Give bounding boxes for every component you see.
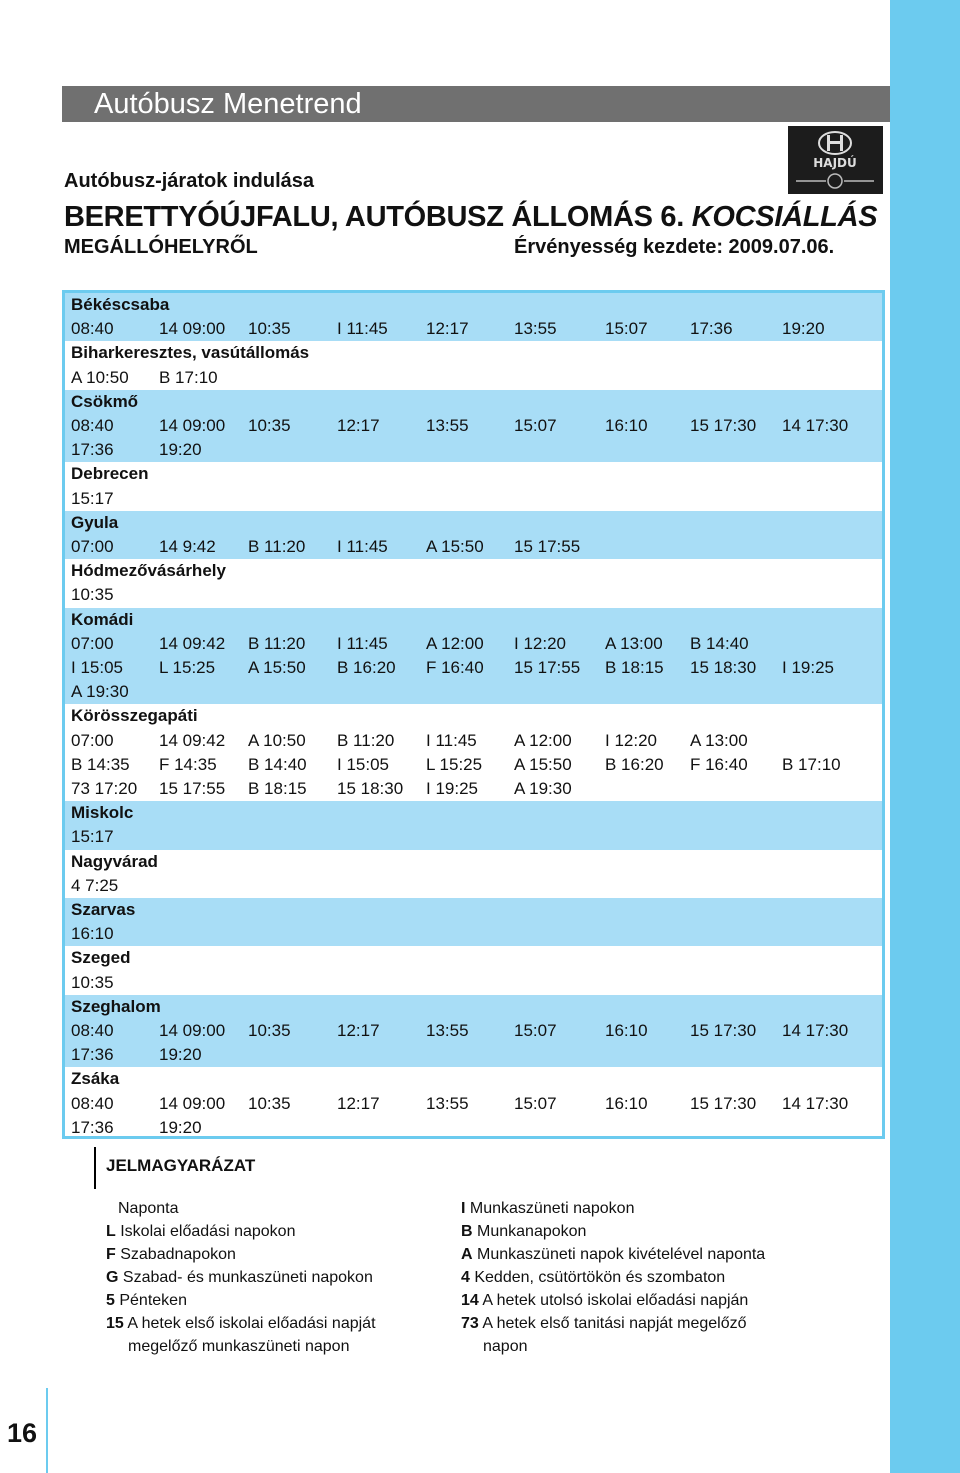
departure-time: 07:00 — [71, 730, 114, 750]
legend-text: A hetek utolsó iskolai előadási napján — [482, 1292, 749, 1309]
departure-time: 12:17 — [337, 1093, 380, 1113]
departure-time: 19:20 — [159, 1117, 202, 1137]
departure-row — [65, 1019, 882, 1043]
legend-code: G — [106, 1269, 119, 1286]
departure-row — [65, 535, 882, 559]
departure-time: I 15:05 — [337, 754, 389, 774]
legend-code: 5 — [106, 1292, 115, 1309]
legend-title: JELMAGYARÁZAT — [106, 1156, 256, 1175]
departure-time: 16:10 — [71, 924, 114, 944]
departure-time: 15 17:55 — [159, 779, 226, 798]
legend-code: 14 — [461, 1292, 479, 1309]
destination-row — [65, 390, 882, 414]
departure-time: I 12:20 — [514, 633, 566, 653]
destination-row — [65, 608, 882, 632]
departure-time: 07:00 — [71, 537, 114, 556]
departure-time: 08:40 — [71, 1093, 114, 1113]
departure-row — [65, 656, 882, 680]
departure-time: 14 09:42 — [159, 730, 226, 750]
departure-time: B 14:35 — [71, 754, 130, 774]
destination-name: Csökmő — [71, 391, 139, 411]
destination-row — [65, 850, 882, 874]
departure-time: 15:07 — [605, 319, 648, 339]
departure-time: 15 17:55 — [514, 537, 581, 556]
destination-row — [65, 995, 882, 1019]
departure-time: I 19:25 — [426, 779, 478, 798]
destination-name: Zsáka — [71, 1069, 120, 1089]
departure-time: 16:10 — [605, 416, 648, 435]
departure-time: I 11:45 — [337, 537, 388, 556]
destination-row — [65, 898, 882, 922]
legend-item — [483, 1337, 528, 1356]
departure-time: A 10:50 — [248, 730, 306, 750]
departure-time: I 11:45 — [426, 730, 477, 750]
departure-row — [65, 922, 882, 946]
departure-time: 14 09:00 — [159, 1093, 226, 1113]
legend-divider — [94, 1147, 96, 1189]
legend-text: A hetek első iskolai előadási napját — [127, 1315, 376, 1332]
departure-time: 13:55 — [426, 1093, 469, 1113]
legend-text: Pénteken — [119, 1292, 187, 1309]
departure-time: 08:40 — [71, 1021, 114, 1040]
legend-item — [128, 1337, 349, 1356]
legend-code: 15 — [106, 1315, 124, 1332]
departure-time: 16:10 — [605, 1093, 648, 1113]
departure-time: 10:35 — [248, 319, 291, 339]
departure-row — [65, 1043, 882, 1067]
destination-row — [65, 462, 882, 486]
departure-time: 14 09:00 — [159, 1021, 226, 1040]
departure-time: B 14:40 — [248, 754, 307, 774]
legend-item — [461, 1268, 725, 1287]
departure-time: A 15:50 — [426, 537, 484, 556]
departure-time: F 16:40 — [690, 754, 748, 774]
departures-subtitle: Autóbusz-járatok indulása — [64, 170, 315, 192]
legend-text: A hetek első tanitási napját megelőző — [482, 1315, 747, 1332]
legend-item — [461, 1291, 748, 1310]
departure-time: B 18:15 — [605, 658, 664, 677]
destination-row — [65, 341, 882, 365]
legend-code: 4 — [461, 1269, 470, 1286]
destination-name: Szeged — [71, 948, 131, 968]
departure-time: B 17:10 — [159, 367, 218, 387]
destination-name: Hódmezővásárhely — [71, 561, 226, 581]
departure-time: I 19:25 — [782, 658, 834, 677]
departure-time: B 11:20 — [248, 537, 306, 556]
departure-row — [65, 1116, 882, 1140]
departure-time: A 15:50 — [514, 754, 572, 774]
legend-item — [461, 1314, 747, 1333]
departure-time: 14 09:00 — [159, 416, 226, 435]
departure-time: 14 09:42 — [159, 633, 226, 653]
destination-row — [65, 704, 882, 728]
station-name — [64, 201, 877, 234]
departure-time: 15 18:30 — [337, 779, 404, 798]
departure-time: A 13:00 — [690, 730, 748, 750]
legend-text: Naponta — [118, 1200, 179, 1217]
departure-time: 16:10 — [605, 1021, 648, 1040]
departure-time: B 18:15 — [248, 779, 307, 798]
departure-time: 19:20 — [782, 319, 825, 339]
departure-time: 17:36 — [71, 1045, 114, 1065]
departure-time: L 15:25 — [426, 754, 483, 774]
legend-text: Szabadnapokon — [120, 1246, 236, 1263]
departure-time: 13:55 — [426, 416, 469, 435]
departure-time: 17:36 — [71, 440, 114, 460]
legend-text: napon — [483, 1338, 528, 1355]
legend-text: Munkaszüneti napok kivételével naponta — [477, 1246, 766, 1263]
logo-text: HAJDÚ — [813, 156, 857, 170]
legend-text: Szabad- és munkaszüneti napokon — [122, 1269, 373, 1286]
departure-row — [65, 971, 882, 995]
departure-row — [65, 1092, 882, 1116]
destination-name: Nagyvárad — [71, 851, 158, 871]
departure-time: A 19:30 — [514, 779, 572, 798]
destination-name: Biharkeresztes, vasútállomás — [71, 343, 310, 363]
departure-time: B 14:40 — [690, 633, 749, 653]
destination-name: Debrecen — [71, 464, 149, 484]
destination-row — [65, 801, 882, 825]
legend-code: 73 — [461, 1315, 479, 1332]
legend-code: L — [106, 1223, 116, 1240]
departure-time: A 13:00 — [605, 633, 663, 653]
destination-name: Szeghalom — [71, 996, 161, 1016]
page-number: 16 — [6, 1418, 38, 1448]
destination-row — [65, 946, 882, 970]
legend-item — [118, 1199, 179, 1218]
departure-time: 12:17 — [337, 1021, 380, 1040]
station-platform-text: KOCSIÁLLÁS — [691, 201, 878, 233]
departure-time: A 12:00 — [426, 633, 484, 653]
legend-item — [106, 1245, 236, 1264]
departure-time: 10:35 — [248, 1021, 291, 1040]
departure-time: A 12:00 — [514, 730, 572, 750]
departure-time: I 15:05 — [71, 658, 123, 677]
validity-date: Érvényesség kezdete: 2009.07.06. — [514, 236, 835, 258]
destination-name: Szarvas — [71, 900, 136, 919]
departure-time: 4 7:25 — [71, 875, 119, 895]
legend-text: Munkanapokon — [477, 1223, 587, 1240]
departure-time: 08:40 — [71, 416, 114, 435]
departure-time: 14 9:42 — [159, 537, 216, 556]
departure-time: A 10:50 — [71, 367, 129, 387]
departure-time: 13:55 — [514, 319, 557, 339]
departure-row — [65, 753, 882, 777]
stop-label: MEGÁLLÓHELYRŐL — [64, 236, 258, 258]
departure-time: 15 17:55 — [514, 658, 581, 677]
departure-row — [65, 825, 882, 849]
departure-time: B 11:20 — [337, 730, 395, 750]
legend-text: megelőző munkaszüneti napon — [128, 1338, 350, 1355]
departure-row — [65, 874, 882, 898]
departure-time: 14 17:30 — [782, 1093, 849, 1113]
departure-row — [65, 438, 882, 462]
departure-time: I 11:45 — [337, 319, 388, 339]
departure-time: 15:07 — [514, 1021, 557, 1040]
departure-time: 14 09:00 — [159, 319, 226, 339]
legend-code: B — [461, 1223, 473, 1240]
departure-time: 15:17 — [71, 488, 114, 508]
departure-time: 15 17:30 — [690, 1093, 757, 1113]
destination-name: Komádi — [71, 609, 134, 629]
legend-item — [106, 1291, 187, 1310]
departure-time: 10:35 — [71, 585, 114, 605]
departure-time: B 16:20 — [337, 658, 396, 677]
departure-row — [65, 366, 882, 390]
departure-time: 17:36 — [71, 1117, 114, 1137]
side-color-bar — [890, 0, 960, 1473]
legend-item — [106, 1222, 295, 1241]
legend-item — [461, 1199, 634, 1218]
departure-time: 15:07 — [514, 416, 557, 435]
station-main-text: BERETTYÓÚJFALU, AUTÓBUSZ ÁLLOMÁS 6. — [64, 201, 692, 233]
departure-time: 15 18:30 — [690, 658, 757, 677]
legend-code: F — [106, 1246, 116, 1263]
departure-time: 19:20 — [159, 1045, 202, 1065]
legend-item — [106, 1268, 373, 1287]
legend-text: Iskolai előadási napokon — [120, 1223, 296, 1240]
destination-row — [65, 559, 882, 583]
timetable — [62, 290, 885, 1139]
departure-time: I 11:45 — [337, 633, 388, 653]
departure-time: F 14:35 — [159, 754, 217, 774]
departure-time: A 15:50 — [248, 658, 306, 677]
page-title: Autóbusz Menetrend — [94, 88, 362, 120]
departure-time: 15 17:30 — [690, 416, 757, 435]
departure-time: 12:17 — [337, 416, 380, 435]
destination-name: Körösszegapáti — [71, 706, 198, 726]
departure-time: 73 17:20 — [71, 779, 138, 798]
departure-time: 15 17:30 — [690, 1021, 757, 1040]
legend-item — [106, 1314, 376, 1333]
departure-time: 15:07 — [514, 1093, 557, 1113]
departure-time: 07:00 — [71, 633, 114, 653]
departure-time: 08:40 — [71, 319, 114, 339]
hajdu-volan-logo — [788, 126, 883, 194]
departure-time: 13:55 — [426, 1021, 469, 1040]
bus-company-logo-icon — [788, 126, 883, 194]
departure-row — [65, 729, 882, 753]
departure-row — [65, 583, 882, 607]
departure-time: 10:35 — [248, 416, 291, 435]
legend-text: Munkaszüneti napokon — [469, 1200, 635, 1217]
departure-time: 17:36 — [690, 319, 733, 339]
departure-row — [65, 680, 882, 704]
legend-item — [461, 1245, 765, 1264]
departure-row — [65, 777, 882, 801]
title-bar — [62, 86, 890, 122]
departure-time: 10:35 — [71, 972, 114, 992]
page-number-divider — [46, 1388, 48, 1473]
departure-row — [65, 632, 882, 656]
departure-time: A 19:30 — [71, 682, 129, 702]
legend-code: A — [461, 1246, 473, 1263]
legend-item — [461, 1222, 586, 1241]
departure-time: 19:20 — [159, 440, 202, 460]
departure-time: L 15:25 — [159, 658, 216, 677]
departure-row — [65, 414, 882, 438]
departure-time: B 17:10 — [782, 754, 841, 774]
departure-time: B 11:20 — [248, 633, 306, 653]
destination-name: Miskolc — [71, 803, 134, 823]
departure-time: 14 17:30 — [782, 1021, 849, 1040]
legend-code: I — [461, 1200, 466, 1217]
departure-row — [65, 317, 882, 341]
legend-text: Kedden, csütörtökön és szombaton — [474, 1269, 726, 1286]
destination-name: Gyula — [71, 512, 119, 532]
destination-row — [65, 293, 882, 317]
departure-time: 10:35 — [248, 1093, 291, 1113]
departure-time: 12:17 — [426, 319, 469, 339]
departure-time: I 12:20 — [605, 730, 657, 750]
destination-name: Békéscsaba — [71, 295, 170, 314]
departure-time: B 16:20 — [605, 754, 664, 774]
destination-row — [65, 511, 882, 535]
departure-time: 15:17 — [71, 827, 114, 847]
departure-time: 14 17:30 — [782, 416, 849, 435]
departure-time: F 16:40 — [426, 658, 484, 677]
departure-row — [65, 487, 882, 511]
destination-row — [65, 1067, 882, 1091]
